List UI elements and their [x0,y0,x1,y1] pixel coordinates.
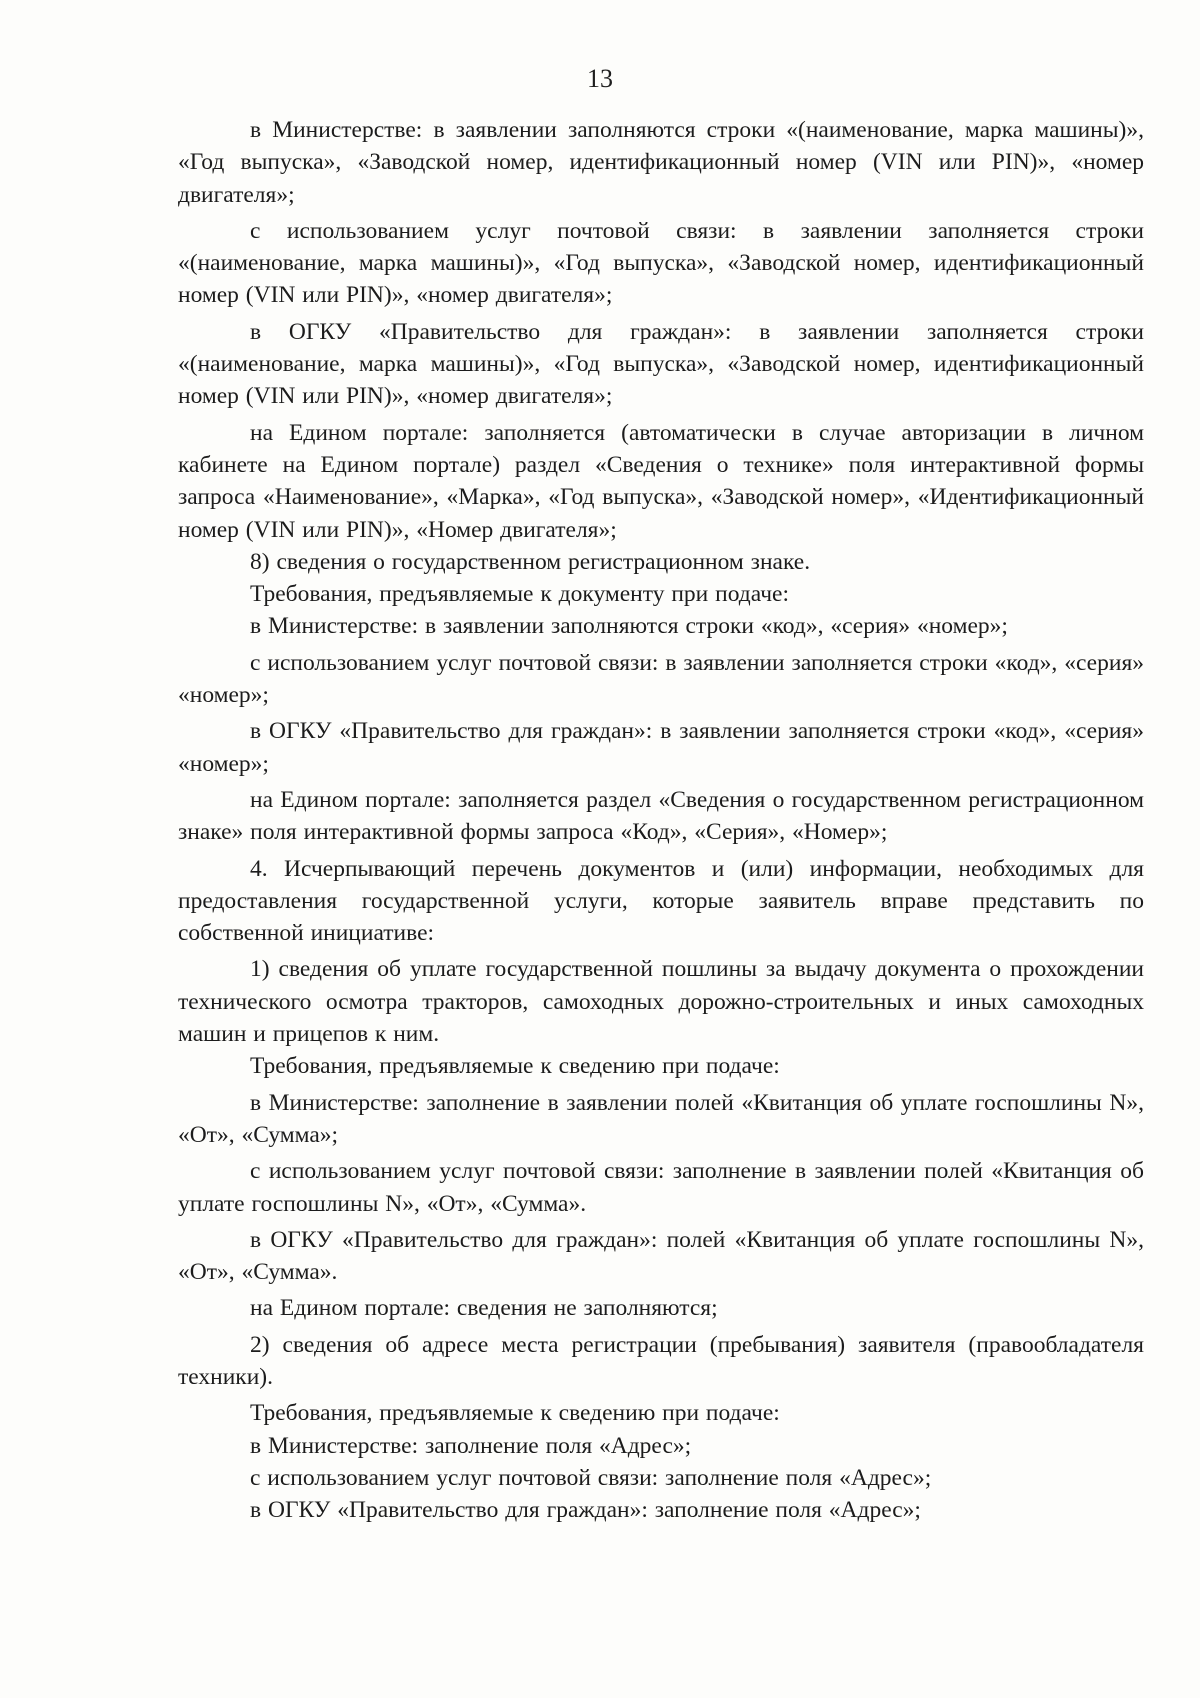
paragraph: 8) сведения о государственном регистрационном знаке. [250,548,811,575]
paragraph: в Министерстве: заполнение в заявлении полей «Квитанция об уплате госпошлины N», «От», «Сумма»; [178,1089,1144,1148]
paragraph: в ОГКУ «Правительство для граждан»: в заявлении заполняется строки «код», «серия» «номер»; [178,718,1144,777]
paragraph: 1) сведения об уплате государственной пошлины за выдачу документа о прохождении технического осмотра тракторов, самоходных дорожно-строительных и иных самоходных машин и прицепов к ним. [178,956,1144,1048]
paragraph: с использованием услуг почтовой связи: заполнение в заявлении полей «Квитанция об уплате госпошлины N», «От», «Сумма». [178,1158,1144,1217]
paragraph: в ОГКУ «Правительство для граждан»: заполнение поля «Адрес»; [250,1497,921,1524]
paragraph: на Едином портале: сведения не заполняются; [250,1295,718,1322]
paragraph: в Министерстве: в заявлении заполняются строки «код», «серия» «номер»; [250,613,1008,640]
paragraph: с использованием услуг почтовой связи: в заявлении заполняется строки «код», «серия» «номер»; [178,649,1144,709]
paragraph: на Едином портале: заполняется раздел «Сведения о государственном регистрационном знаке» поля интерактивной формы запроса «Код», «Серия», «Номер»; [178,786,1144,846]
document-body [178,114,1144,1526]
paragraph: 4. Исчерпывающий перечень документов и (или) информации, необходимых для предоставления государственной услуги, которые заявитель вправе представить по собственной инициативе: [178,855,1144,947]
paragraph: в ОГКУ «Правительство для граждан»: полей «Квитанция об уплате госпошлины N», «От», «Сумма». [178,1226,1144,1286]
paragraph: на Едином портале: заполняется (автоматически в случае авторизации в личном кабинете на Едином портале) раздел «Сведения о технике» поля интерактивной формы запроса «Наименование», «Марка», «Год выпуска», «Заводской номер», «Идентификационный номер (VIN или PIN)», «Номер двигателя»; [178,419,1144,543]
paragraph: Требования, предъявляемые к документу при подаче: [250,581,789,608]
paragraph: в Министерстве: заполнение поля «Адрес»; [250,1432,692,1459]
page-number: 13 [587,64,613,93]
paragraph: в Министерстве: в заявлении заполняются строки «(наименование, марка машины)», «Год выпуска», «Заводской номер, идентификационный номер (VIN или PIN)», «номер двигателя»; [178,117,1144,208]
paragraph: с использованием услуг почтовой связи: в заявлении заполняется строки «(наименование, марка машины)», «Год выпуска», «Заводской номер, идентификационный номер (VIN или PIN)», «номер двигателя»; [178,217,1144,309]
paragraph: с использованием услуг почтовой связи: заполнение поля «Адрес»; [250,1464,932,1491]
paragraph: Требования, предъявляемые к сведению при подаче: [250,1053,780,1080]
paragraph: 2) сведения об адресе места регистрации (пребывания) заявителя (правообладателя техники). [178,1331,1144,1390]
paragraph: Требования, предъявляемые к сведению при подаче: [250,1400,780,1427]
paragraph: в ОГКУ «Правительство для граждан»: в заявлении заполняется строки «(наименование, марка машины)», «Год выпуска», «Заводской номер, идентификационный номер (VIN или PIN)», «номер двигателя»; [178,318,1144,410]
